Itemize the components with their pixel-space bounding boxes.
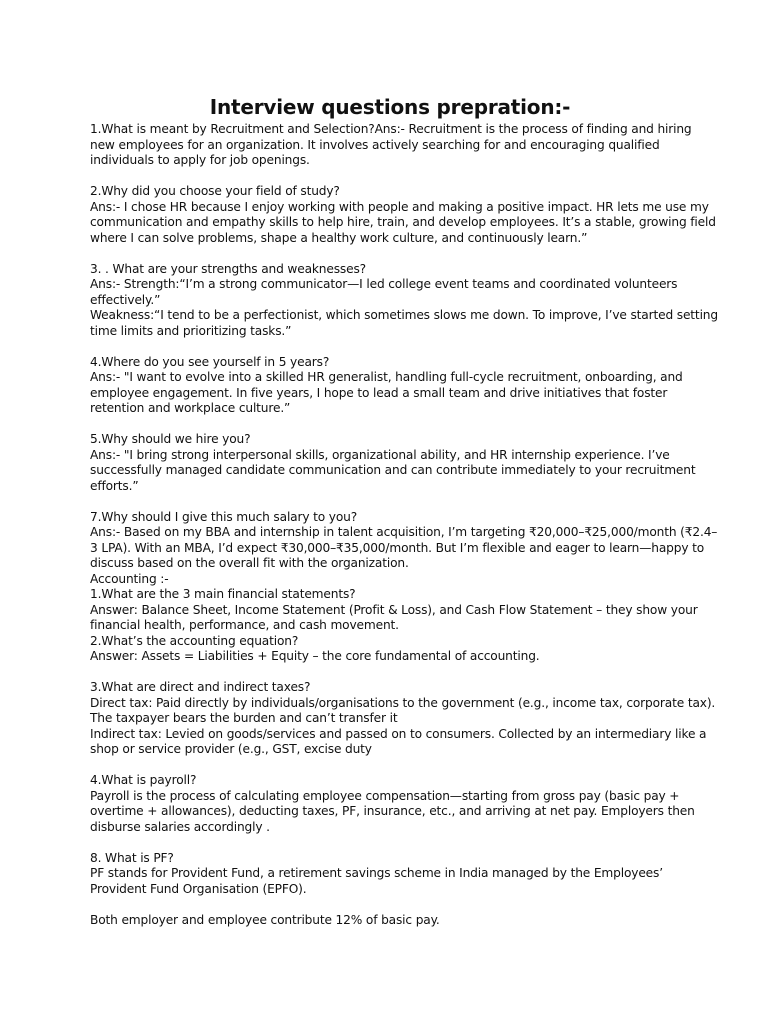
text-line: Ans:- I chose HR because I enjoy working with people and making a positive impact. HR lets me use my xyxy=(90,199,709,214)
blank-line xyxy=(90,339,690,355)
text-line: Payroll is the process of calculating employee compensation—starting from gross pay (basic pay + xyxy=(90,788,680,803)
text-line: financial health, performance, and cash movement. xyxy=(90,618,399,632)
document-page xyxy=(90,92,718,928)
blank-line xyxy=(90,897,690,913)
blank-line xyxy=(90,494,690,510)
text-line: Direct tax: Paid directly by individuals/organisations to the government (e.g., income tax, corporate tax). xyxy=(90,695,716,710)
blank-line xyxy=(90,417,690,433)
text-line: Accounting :- xyxy=(90,571,169,586)
text-line: Answer: Balance Sheet, Income Statement (Profit & Loss), and Cash Flow Statement – they show your xyxy=(90,602,698,617)
text-line: communication and empathy skills to help hire, train, and develop employees. It’s a stable, growing field xyxy=(90,215,716,229)
text-line: 3 LPA). With an MBA, I’d expect ₹30,000–₹35,000/month. But I’m flexible and eager to learn—happy to xyxy=(90,540,705,555)
text-line: discuss based on the overall fit with the organization. xyxy=(90,556,409,570)
text-line: new employees for an organization. It involves actively searching for and encouraging qualified xyxy=(90,137,660,152)
text-line: where I can solve problems, shape a healthy work culture, and continuously learn.” xyxy=(90,230,588,245)
text-line: Ans:- Strength:“I’m a strong communicator—I led college event teams and coordinated volunteers xyxy=(90,277,678,291)
text-line: 8. What is PF? xyxy=(90,850,174,865)
text-line: Provident Fund Organisation (EPFO). xyxy=(90,881,307,896)
text-line: employee engagement. In five years, I hope to lead a small team and drive initiatives that foster xyxy=(90,385,668,400)
text-line: 1.What are the 3 main financial statements? xyxy=(90,587,356,601)
text-line: disburse salaries accordingly . xyxy=(90,819,270,834)
text-line: 3. . What are your strengths and weaknesses? xyxy=(90,261,366,276)
text-line: shop or service provider (e.g., GST, excise duty xyxy=(90,742,372,756)
text-line: PF stands for Provident Fund, a retirement savings scheme in India managed by the Employees’ xyxy=(90,866,663,880)
text-line: Ans:- "I want to evolve into a skilled HR generalist, handling full-cycle recruitment, onboarding, and xyxy=(90,370,683,384)
text-line: The taxpayer bears the burden and can’t transfer it xyxy=(90,711,398,725)
text-line: retention and workplace culture.” xyxy=(90,401,291,415)
text-line: Indirect tax: Levied on goods/services and passed on to consumers. Collected by an intermediary like a xyxy=(90,726,707,741)
text-line: 2.Why did you choose your field of study? xyxy=(90,184,340,198)
text-line: Both employer and employee contribute 12% of basic pay. xyxy=(90,912,440,927)
text-line: effectively.” xyxy=(90,292,161,307)
text-line: Ans:- "I bring strong interpersonal skills, organizational ability, and HR internship experience. I’ve xyxy=(90,447,670,462)
text-line: Answer: Assets = Liabilities + Equity – the core fundamental of accounting. xyxy=(90,649,540,663)
blank-line xyxy=(90,665,690,681)
text-line: Ans:- Based on my BBA and internship in talent acquisition, I’m targeting ₹20,000–₹25,000/month (₹2.4– xyxy=(90,525,718,539)
document-body xyxy=(90,122,718,928)
blank-line xyxy=(90,246,690,262)
text-line: 2.What’s the accounting equation? xyxy=(90,633,299,648)
text-line: 5.Why should we hire you? xyxy=(90,432,251,446)
page-title: Interview questions prepration:- xyxy=(209,95,571,119)
text-line: Weakness:“I tend to be a perfectionist, which sometimes slows me down. To improve, I’ve started setting xyxy=(90,308,718,322)
text-line: 4.Where do you see yourself in 5 years? xyxy=(90,354,330,369)
text-line: successfully managed candidate communication and can contribute immediately to your recruitment xyxy=(90,463,696,477)
text-line: overtime + allowances), deducting taxes, PF, insurance, etc., and arriving at net pay. Employers then xyxy=(90,804,695,818)
text-line: 4.What is payroll? xyxy=(90,773,197,787)
text-line: 7.Why should I give this much salary to you? xyxy=(90,509,358,524)
text-line: time limits and prioritizing tasks.” xyxy=(90,323,292,338)
blank-line xyxy=(90,758,690,774)
text-line: 1.What is meant by Recruitment and Selection?Ans:- Recruitment is the process of finding and hiring xyxy=(90,122,692,136)
text-line: 3.What are direct and indirect taxes? xyxy=(90,680,311,694)
text-line: efforts.” xyxy=(90,478,139,493)
text-line: individuals to apply for job openings. xyxy=(90,153,310,167)
blank-line xyxy=(90,835,690,851)
blank-line xyxy=(90,169,690,185)
